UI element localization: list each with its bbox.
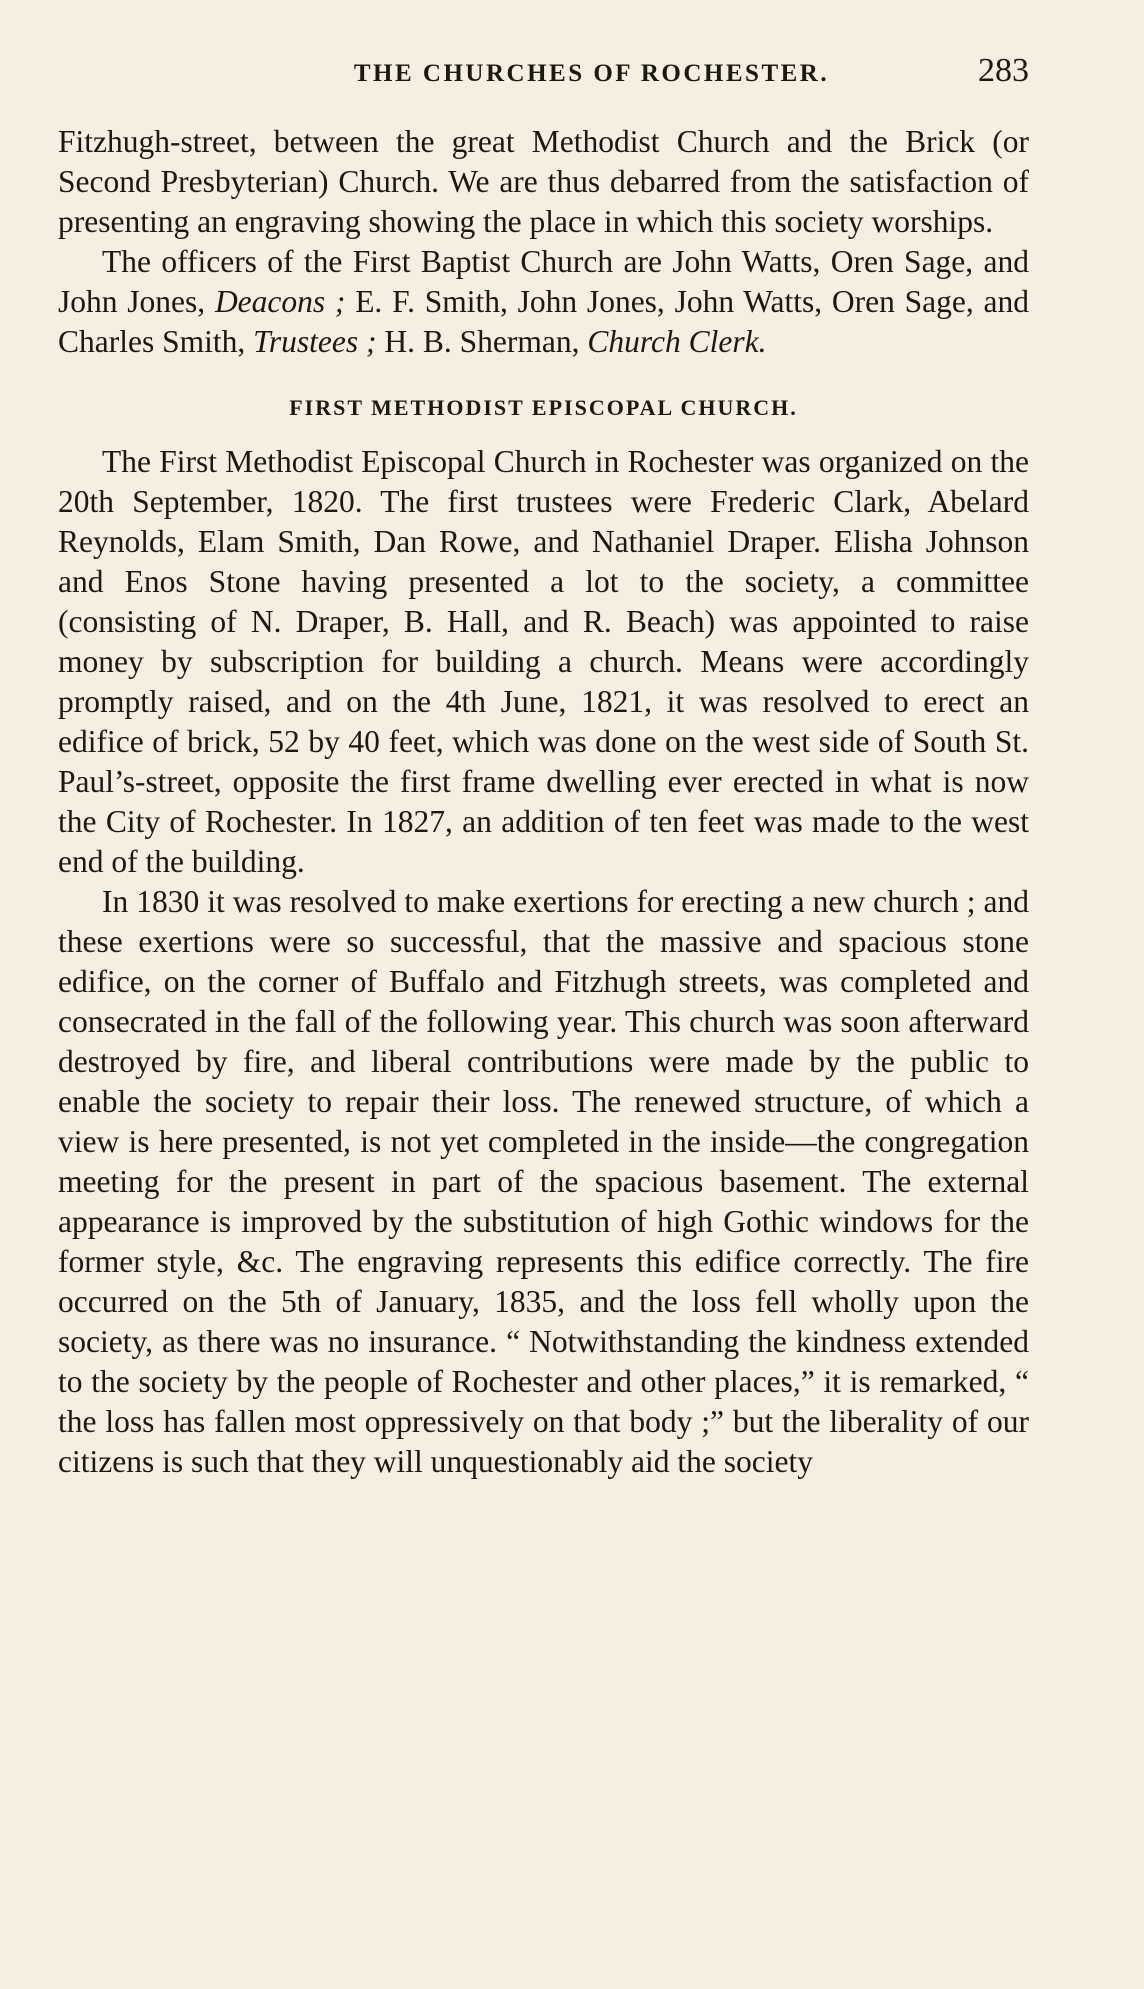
officers-title-deacons: Deacons ; <box>214 284 346 319</box>
book-page <box>58 52 1029 1482</box>
officers-text-3: H. B. Sherman, <box>376 324 588 359</box>
paragraph-continued: Fitzhugh-street, between the great Methodist Church and the Brick (or Second Presbyterian) Church. We are thus debarred from the satisfaction of presenting an engraving showing the place in which this society worships. <box>58 124 1029 239</box>
officers-title-trustees: Trustees ; <box>253 324 377 359</box>
section-heading: FIRST METHODIST EPISCOPAL CHURCH. <box>289 395 798 420</box>
running-title: THE CHURCHES OF ROCHESTER. <box>353 60 830 87</box>
officers-text-1: The officers of the First Baptist Church are John Watts, Oren Sage, and John Jones, <box>58 244 1029 319</box>
officers-title-clerk: Church Clerk. <box>587 324 767 359</box>
paragraph-methodist-history: The First Methodist Episcopal Church in Rochester was organized on the 20th September, 1820. The first trustees were Frederic Clark, Abelard Reynolds, Elam Smith, Dan Rowe, and Nathaniel Draper. Elisha Johnson and Enos Stone having presented a lot to the society, a committee (consisting of N. Draper, B. Hall, and R. Beach) was appointed to raise money by subscription for building a church. Means were accordingly promptly raised, and on the 4th June, 1821, it was resolved to erect an edifice of brick, 52 by 40 feet, which was done on the west side of South St. Paul’s-street, opposite the first frame dwelling ever erected in what is now the City of Rochester. In 1827, an addition of ten feet was made to the west end of the building. <box>58 444 1029 879</box>
running-header <box>58 52 1029 102</box>
paragraph-new-church: In 1830 it was resolved to make exertions for erecting a new church ; and these exertions were so successful, that the massive and spacious stone edifice, on the corner of Buffalo and Fitzhugh streets, was completed and consecrated in the fall of the following year. This church was soon afterward destroyed by fire, and liberal contributions were made by the public to enable the society to repair their loss. The renewed structure, of which a view is here presented, is not yet completed in the inside—the congregation meeting for the present in part of the spacious basement. The external appearance is improved by the substitution of high Gothic windows for the former style, &c. The engraving represents this edifice correctly. The fire occurred on the 5th of January, 1835, and the loss fell wholly upon the society, as there was no insurance. “ Notwithstanding the kindness extended to the society by the people of Rochester and other places,” it is remarked, “ the loss has fallen most oppressively on that body ;” but the liberality of our citizens is such that they will unquestionably aid the society <box>58 884 1029 1479</box>
page-number: 283 <box>978 52 1029 89</box>
paragraph-baptist-officers <box>58 242 1029 362</box>
officers-text-2: E. F. Smith, John Jones, John Watts, Oren Sage, and Charles Smith, <box>58 284 1029 359</box>
